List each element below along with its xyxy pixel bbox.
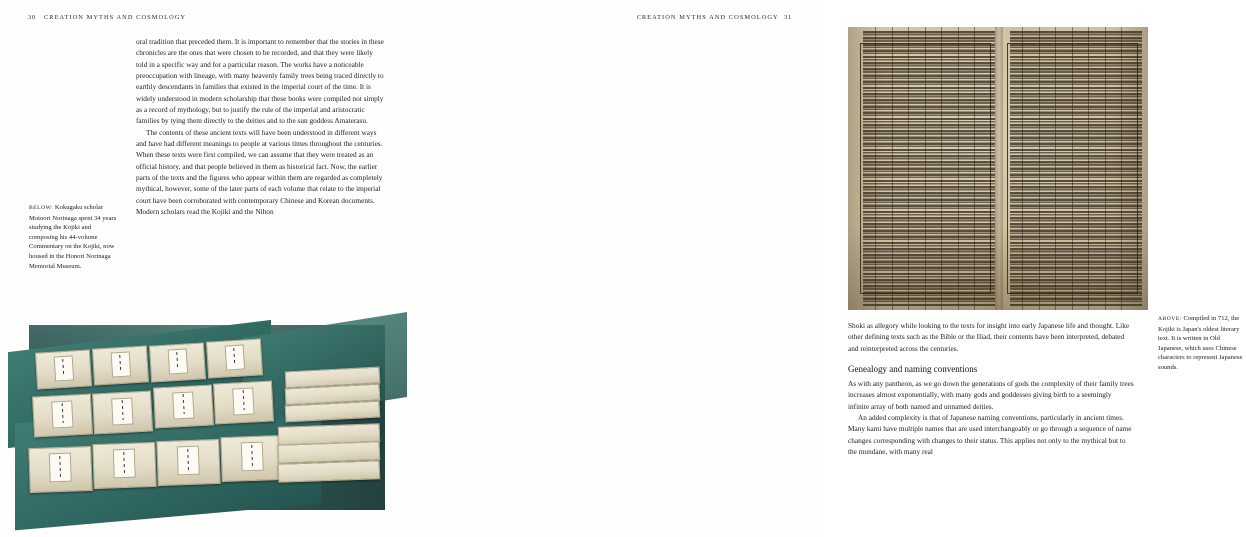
book-box [32, 394, 93, 438]
book-label-script [176, 351, 178, 369]
right-folio: 31 [784, 14, 792, 21]
right-running-head-title: CREATION MYTHS AND COSMOLOGY [636, 14, 779, 21]
book-label-script [63, 358, 65, 376]
right-body-column [848, 320, 1134, 457]
left-body-column [136, 36, 385, 218]
book-box [213, 381, 274, 425]
book-stack [278, 460, 380, 482]
book-box [92, 346, 150, 386]
book-label [224, 344, 245, 370]
right-caption-text: Compiled in 712, the Kojiki is Japan's oldest literary text. It is written in Old Japanese, which uses Chinese characters to represent Japanese sounds. [1158, 315, 1243, 371]
left-photo-caption [29, 203, 117, 271]
left-page [0, 0, 410, 537]
left-folio: 30 [28, 14, 36, 21]
book-box [149, 342, 207, 382]
book-box [92, 390, 153, 434]
book-box [156, 439, 220, 486]
right-page [410, 0, 1243, 537]
book-label-script [121, 400, 123, 419]
left-paragraph-1: oral tradition that preceded them. It is important to remember that the stories in these chronicles are the ones that were chosen to be recorded, and that they were likely told in a specific way and for a particular reason. The works have a noticeable preoccupation with lineage, with many heavenly family trees being traced directly to earthly descendants in families that existed in the imperial court of the time. It is widely understood in modern scholarship that these books were compiled not simply as a record of mythology, but to justify the rule of the imperial and aristocratic families by tying them directly to the deities and to the sun goddess Amaterasu. [136, 37, 384, 126]
book-label [49, 453, 71, 483]
book-label [51, 400, 73, 428]
book-label [177, 445, 199, 475]
left-caption-text: Kokugaku scholar Motoori Norinaga spent 34 years studying the Kojiki and composing his 44-volume Commentary on the Kojiki, now housed in the Honori Norinaga Memorial Museum. [29, 204, 117, 270]
right-paragraph-3: An added complexity is that of Japanese naming conventions, particularly in ancient times. Many kami have multiple names that are used interchangeably or go through a sequence of name changes corresponding with changes to their status. This applies not only to the mythical but to the mundane, with many real [848, 413, 1132, 457]
left-running-head-title: CREATION MYTHS AND COSMOLOGY [43, 14, 187, 21]
book-label-script [123, 452, 125, 473]
book-label-script [59, 456, 61, 477]
right-paragraph-2: As with any pantheon, as we go down the generations of gods the complexity of their family trees increases almost exponentially, with many gods and goddesses giving birth to a seemingly infinite array of both named and unnamed deities. [848, 379, 1134, 411]
book-box [28, 446, 92, 493]
right-running-head [637, 14, 792, 21]
book-label-script [242, 390, 244, 409]
left-running-head [28, 14, 186, 21]
book-label [167, 348, 188, 374]
left-paragraph-2: The contents of these ancient texts will have been understood in different ways and have had different meanings to people at various times throughout the centuries. When these texts were first compiled, we can assume that they were treated as an official history, and that people believed in them as historical fact. Now, the earlier parts of the texts and the figures who appear within them are regarded as completely mythical, however, some of the later parts of each volume that relate to the imperial court have been corroborated with contemporary Chinese and Korean documents. Modern scholars read the Kojiki and the Nihon [136, 127, 383, 217]
book-label-script [119, 355, 121, 373]
book-label-script [61, 403, 63, 422]
book-label [112, 397, 134, 425]
book-label [241, 442, 263, 472]
right-photograph [848, 27, 1148, 310]
book-label-script [182, 394, 184, 413]
book-label [172, 391, 194, 419]
book-label-script [187, 448, 189, 469]
book-box [206, 338, 264, 378]
book-box [92, 442, 156, 489]
photo-vignette [848, 27, 1148, 310]
book-label [113, 449, 135, 479]
right-paragraph-1: Shoki as allegory while looking to the texts for insight into early Japanese life and thought. Like other defining texts such as the Bible or the Iliad, their contents have been interpreted, debated and reinterpreted across the centuries. [848, 321, 1130, 353]
book-label-script [233, 347, 235, 365]
book-box [153, 385, 214, 429]
book-label [53, 356, 74, 382]
right-photo-caption [1158, 314, 1246, 373]
book-box [35, 349, 93, 389]
section-subheading: Genealogy and naming conventions [848, 364, 978, 375]
book-label-script [251, 445, 253, 466]
left-caption-label: BELOW: [29, 205, 54, 211]
left-photograph [29, 325, 385, 510]
book-box [220, 435, 284, 482]
book-label [110, 352, 131, 378]
right-caption-label: ABOVE: [1158, 316, 1182, 322]
book-label [233, 387, 255, 415]
